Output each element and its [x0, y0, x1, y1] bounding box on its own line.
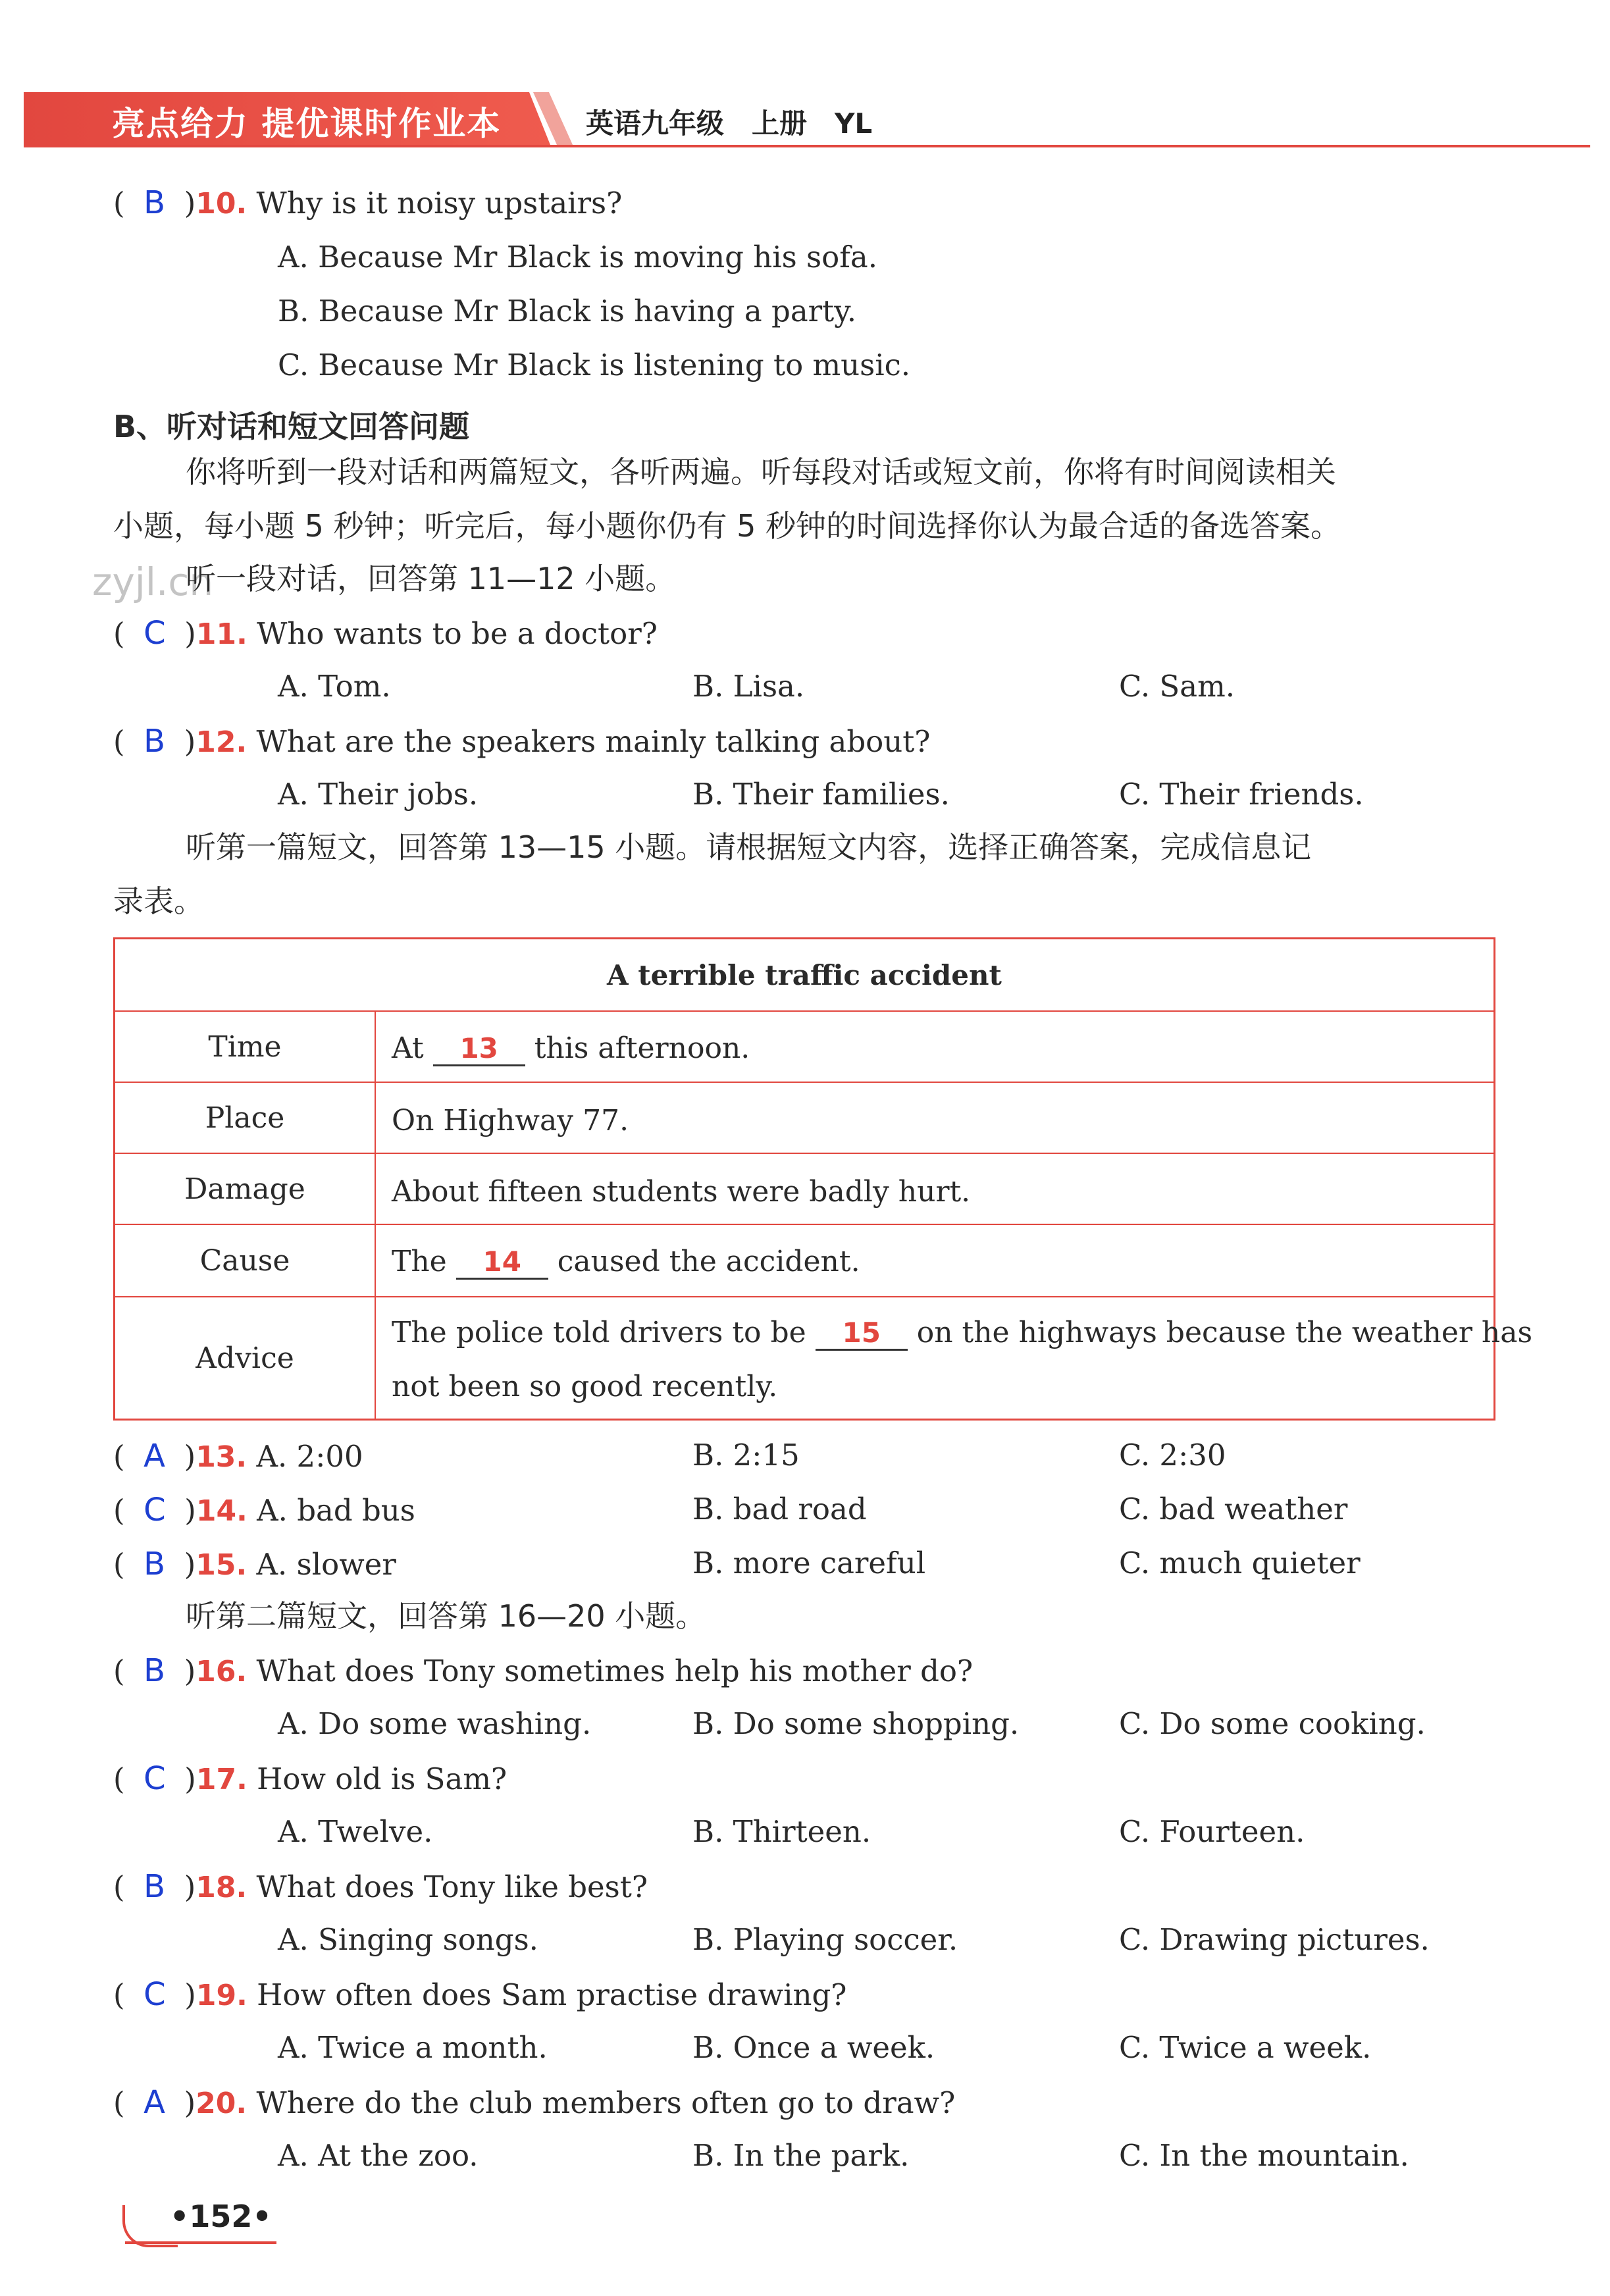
question-20: ( A )20. Where do the club members often go to draw? — [113, 2084, 956, 2121]
table-label-place: Place — [115, 1083, 376, 1153]
header-title: 亮点给力 提优课时作业本 — [112, 105, 502, 143]
option-18a: A. Singing songs. — [278, 1922, 538, 1957]
option-14c: C. bad weather — [1119, 1492, 1348, 1526]
option-18b: B. Playing soccer. — [692, 1922, 958, 1957]
question-number-16: 16. — [195, 1655, 247, 1688]
question-number-15: 15. — [195, 1548, 247, 1582]
option-15a: A. slower — [256, 1547, 396, 1582]
page-number-rule — [125, 2241, 276, 2244]
answer-15: B — [143, 1546, 166, 1582]
option-10b: B. Because Mr Black is having a party. — [278, 294, 856, 328]
dialogue-intro: 听一段对话，回答第 11—12 小题。 — [186, 561, 676, 596]
table-row — [115, 1010, 1493, 1082]
table-row — [115, 1224, 1493, 1296]
answer-13: A — [143, 1438, 166, 1474]
table-cell-time: At 13 this afternoon. — [392, 1031, 750, 1065]
question-number-10: 10. — [195, 187, 247, 221]
option-16a: A. Do some washing. — [278, 1706, 592, 1741]
option-11a: A. Tom. — [278, 669, 391, 704]
question-18: ( B )18. What does Tony like best? — [113, 1868, 648, 1905]
answer-17: C — [143, 1760, 166, 1797]
answer-20: A — [143, 2084, 166, 2121]
option-13b: B. 2:15 — [692, 1438, 800, 1473]
question-number-12: 12. — [195, 725, 247, 759]
instructions-line2: 小题，每小题 5 秒钟；听完后，每小题你仍有 5 秒钟的时间选择你认为最合适的备选答案。 — [113, 508, 1341, 544]
table-title: A terrible traffic accident — [607, 958, 1002, 991]
question-text-18: What does Tony like best? — [256, 1869, 648, 1904]
option-13a: A. 2:00 — [256, 1439, 363, 1474]
option-13c: C. 2:30 — [1119, 1438, 1226, 1473]
passage2-intro: 听第二篇短文，回答第 16—20 小题。 — [186, 1598, 706, 1634]
option-19b: B. Once a week. — [692, 2030, 935, 2065]
question-11: ( C )11. Who wants to be a doctor? — [113, 615, 658, 652]
question-number-17: 17. — [195, 1763, 247, 1796]
option-16c: C. Do some cooking. — [1119, 1706, 1426, 1741]
option-20c: C. In the mountain. — [1119, 2138, 1409, 2173]
question-16: ( B )16. What does Tony sometimes help his mother do? — [113, 1652, 974, 1689]
option-14b: B. bad road — [692, 1492, 867, 1526]
option-12b: B. Their families. — [692, 777, 950, 812]
option-12c: C. Their friends. — [1119, 777, 1364, 812]
passage1-intro-line1: 听第一篇短文，回答第 13—15 小题。请根据短文内容，选择正确答案，完成信息记 — [186, 829, 1312, 865]
blank-14: 14 — [456, 1245, 548, 1280]
option-17c: C. Fourteen. — [1119, 1814, 1305, 1849]
answer-16: B — [143, 1652, 166, 1689]
option-10a: A. Because Mr Black is moving his sofa. — [278, 240, 878, 274]
table-row — [115, 1296, 1533, 1419]
question-number-18: 18. — [195, 1871, 247, 1904]
table-cell-cause: The 14 caused the accident. — [392, 1245, 860, 1278]
info-table — [113, 937, 1533, 1421]
answer-18: B — [143, 1868, 166, 1905]
instructions-line1: 你将听到一段对话和两篇短文，各听两遍。听每段对话或短文前，你将有时间阅读相关 — [186, 454, 1336, 490]
question-14: ( C )14. A. bad bus — [113, 1492, 415, 1528]
table-title-row — [115, 939, 1493, 1010]
table-row — [115, 1153, 1493, 1224]
answer-11: C — [143, 615, 166, 652]
page-number: •152• — [170, 2199, 272, 2234]
option-10c: C. Because Mr Black is listening to music. — [278, 348, 911, 382]
question-text-12: What are the speakers mainly talking about? — [256, 724, 931, 759]
question-15: ( B )15. A. slower — [113, 1546, 396, 1582]
header-subtitle: 英语九年级 上册 YL — [586, 107, 873, 140]
table-label-damage: Damage — [115, 1154, 376, 1224]
watermark: zyjl.cn — [92, 560, 214, 604]
option-16b: B. Do some shopping. — [692, 1706, 1020, 1741]
option-11b: B. Lisa. — [692, 669, 805, 704]
answer-10: B — [143, 184, 166, 221]
header-rule — [24, 145, 1590, 147]
option-19a: A. Twice a month. — [278, 2030, 548, 2065]
option-20a: A. At the zoo. — [278, 2138, 479, 2173]
answer-19: C — [143, 1976, 166, 2013]
question-text-19: How often does Sam practise drawing? — [257, 1977, 847, 2012]
answer-14: C — [143, 1492, 166, 1528]
question-number-14: 14. — [195, 1494, 247, 1528]
question-number-19: 19. — [195, 1979, 247, 2012]
question-17: ( C )17. How old is Sam? — [113, 1760, 507, 1797]
table-row — [115, 1082, 1493, 1153]
question-text-20: Where do the club members often go to draw? — [256, 2085, 956, 2120]
option-20b: B. In the park. — [692, 2138, 910, 2173]
answer-12: B — [143, 723, 166, 760]
option-11c: C. Sam. — [1119, 669, 1235, 704]
option-17a: A. Twelve. — [278, 1814, 433, 1849]
option-19c: C. Twice a week. — [1119, 2030, 1372, 2065]
option-18c: C. Drawing pictures. — [1119, 1922, 1430, 1957]
table-cell-place: On Highway 77. — [392, 1104, 629, 1137]
question-10: ( B )10. Why is it noisy upstairs? — [113, 184, 623, 221]
question-number-11: 11. — [195, 617, 247, 651]
option-17b: B. Thirteen. — [692, 1814, 871, 1849]
question-text-16: What does Tony sometimes help his mother do? — [256, 1654, 974, 1688]
question-text-11: Who wants to be a doctor? — [257, 616, 658, 651]
section-b-heading: B、听对话和短文回答问题 — [113, 409, 470, 444]
blank-13: 13 — [433, 1032, 525, 1066]
table-cell-advice-line2: not been so good recently. — [392, 1370, 778, 1403]
option-15c: C. much quieter — [1119, 1546, 1361, 1580]
question-text-10: Why is it noisy upstairs? — [256, 186, 623, 221]
blank-15: 15 — [816, 1317, 908, 1351]
table-label-time: Time — [115, 1012, 376, 1082]
option-12a: A. Their jobs. — [278, 777, 479, 812]
table-cell-damage: About fifteen students were badly hurt. — [392, 1175, 971, 1209]
question-number-13: 13. — [195, 1440, 247, 1474]
passage1-intro-line2: 录表。 — [113, 883, 204, 919]
question-12: ( B )12. What are the speakers mainly talking about? — [113, 723, 931, 760]
question-19: ( C )19. How often does Sam practise drawing? — [113, 1976, 847, 2013]
question-number-20: 20. — [195, 2087, 247, 2120]
question-text-17: How old is Sam? — [257, 1761, 507, 1796]
question-13: ( A )13. A. 2:00 — [113, 1438, 363, 1474]
table-label-advice: Advice — [115, 1297, 376, 1419]
option-15b: B. more careful — [692, 1546, 926, 1580]
table-cell-advice-line1: The police told drivers to be 15 on the highways because the weather has — [392, 1316, 1533, 1349]
table-label-cause: Cause — [115, 1225, 376, 1296]
option-14a: A. bad bus — [257, 1493, 415, 1528]
